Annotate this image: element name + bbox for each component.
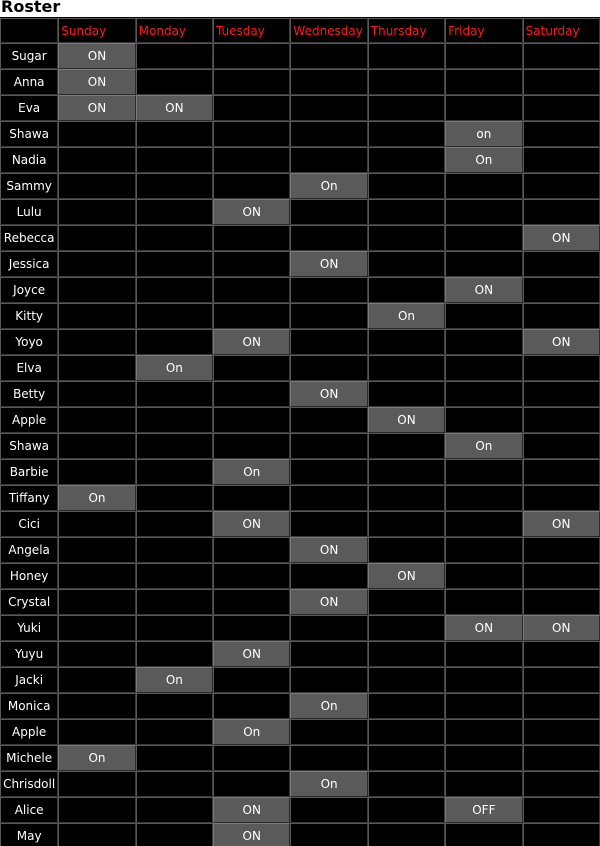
shift-cell-thursday[interactable]: [368, 277, 445, 303]
shift-cell-friday[interactable]: [445, 69, 522, 95]
shift-cell-thursday[interactable]: [368, 459, 445, 485]
shift-cell-saturday[interactable]: [523, 95, 600, 121]
shift-cell-wednesday[interactable]: [290, 199, 367, 225]
roster-row: [0, 381, 600, 407]
roster-row: [0, 407, 600, 433]
shift-cell-saturday[interactable]: [523, 43, 600, 69]
shift-cell-friday[interactable]: [445, 95, 522, 121]
shift-cell-wednesday[interactable]: On: [290, 173, 367, 199]
shift-cell-sunday[interactable]: On: [58, 745, 135, 771]
shift-cell-wednesday[interactable]: [290, 147, 367, 173]
shift-cell-saturday[interactable]: [523, 693, 600, 719]
shift-cell-thursday[interactable]: [368, 667, 445, 693]
shift-cell-wednesday[interactable]: [290, 615, 367, 641]
shift-cell-thursday[interactable]: [368, 641, 445, 667]
shift-cell-wednesday[interactable]: ON: [290, 251, 367, 277]
shift-cell-tuesday[interactable]: [213, 615, 290, 641]
shift-cell-friday[interactable]: [445, 459, 522, 485]
day-header-wednesday: Wednesday: [290, 18, 367, 43]
roster-row: [0, 563, 600, 589]
staff-name: Lulu: [0, 199, 58, 225]
roster-row: [0, 641, 600, 667]
shift-cell-sunday[interactable]: [58, 615, 135, 641]
roster-row: [0, 95, 600, 121]
roster-row: [0, 303, 600, 329]
roster-row: [0, 433, 600, 459]
shift-cell-wednesday[interactable]: [290, 433, 367, 459]
shift-cell-saturday[interactable]: ON: [523, 511, 600, 537]
shift-cell-friday[interactable]: [445, 537, 522, 563]
shift-cell-thursday[interactable]: [368, 433, 445, 459]
shift-cell-saturday[interactable]: [523, 641, 600, 667]
shift-cell-tuesday[interactable]: [213, 303, 290, 329]
staff-name: Joyce: [0, 277, 58, 303]
roster-row: [0, 173, 600, 199]
shift-cell-saturday[interactable]: [523, 433, 600, 459]
shift-cell-monday[interactable]: [136, 563, 213, 589]
shift-cell-friday[interactable]: [445, 771, 522, 797]
staff-name: May: [0, 823, 58, 846]
shift-cell-tuesday[interactable]: ON: [213, 199, 290, 225]
shift-cell-thursday[interactable]: ON: [368, 407, 445, 433]
shift-cell-saturday[interactable]: [523, 147, 600, 173]
shift-cell-sunday[interactable]: ON: [58, 43, 135, 69]
shift-cell-friday[interactable]: ON: [445, 615, 522, 641]
shift-cell-sunday[interactable]: [58, 771, 135, 797]
shift-cell-friday[interactable]: [445, 485, 522, 511]
roster-table: [0, 17, 600, 846]
roster-row: [0, 667, 600, 693]
shift-cell-friday[interactable]: On: [445, 433, 522, 459]
shift-cell-tuesday[interactable]: [213, 43, 290, 69]
roster-row: [0, 719, 600, 745]
shift-cell-friday[interactable]: [445, 407, 522, 433]
shift-cell-saturday[interactable]: [523, 719, 600, 745]
shift-cell-monday[interactable]: [136, 225, 213, 251]
shift-cell-friday[interactable]: [445, 745, 522, 771]
staff-name: Apple: [0, 719, 58, 745]
shift-cell-friday[interactable]: [445, 511, 522, 537]
shift-cell-friday[interactable]: [445, 43, 522, 69]
shift-cell-friday[interactable]: [445, 303, 522, 329]
shift-cell-saturday[interactable]: [523, 485, 600, 511]
shift-cell-friday[interactable]: [445, 693, 522, 719]
shift-cell-friday[interactable]: [445, 719, 522, 745]
staff-name: Sugar: [0, 43, 58, 69]
day-header-sunday: Sunday: [58, 18, 135, 43]
shift-cell-tuesday[interactable]: ON: [213, 511, 290, 537]
shift-cell-thursday[interactable]: [368, 589, 445, 615]
shift-cell-tuesday[interactable]: [213, 121, 290, 147]
shift-cell-saturday[interactable]: [523, 199, 600, 225]
shift-cell-tuesday[interactable]: [213, 667, 290, 693]
shift-cell-monday[interactable]: [136, 381, 213, 407]
shift-cell-tuesday[interactable]: ON: [213, 797, 290, 823]
shift-cell-monday[interactable]: On: [136, 667, 213, 693]
shift-cell-saturday[interactable]: [523, 589, 600, 615]
shift-cell-wednesday[interactable]: [290, 407, 367, 433]
shift-cell-monday[interactable]: [136, 771, 213, 797]
shift-cell-monday[interactable]: [136, 511, 213, 537]
shift-cell-saturday[interactable]: [523, 121, 600, 147]
shift-cell-monday[interactable]: [136, 277, 213, 303]
roster-row: [0, 199, 600, 225]
shift-cell-wednesday[interactable]: [290, 511, 367, 537]
shift-cell-sunday[interactable]: [58, 407, 135, 433]
staff-name: Tiffany: [0, 485, 58, 511]
shift-cell-wednesday[interactable]: [290, 719, 367, 745]
shift-cell-thursday[interactable]: [368, 95, 445, 121]
roster-row: [0, 797, 600, 823]
shift-cell-friday[interactable]: [445, 381, 522, 407]
shift-cell-saturday[interactable]: ON: [523, 329, 600, 355]
shift-cell-saturday[interactable]: [523, 303, 600, 329]
shift-cell-friday[interactable]: [445, 589, 522, 615]
shift-cell-sunday[interactable]: [58, 173, 135, 199]
shift-cell-tuesday[interactable]: [213, 69, 290, 95]
shift-cell-tuesday[interactable]: [213, 745, 290, 771]
roster-row: [0, 615, 600, 641]
shift-cell-wednesday[interactable]: [290, 485, 367, 511]
shift-cell-sunday[interactable]: [58, 355, 135, 381]
shift-cell-thursday[interactable]: [368, 199, 445, 225]
shift-cell-monday[interactable]: On: [136, 355, 213, 381]
staff-name: Betty: [0, 381, 58, 407]
roster-row: [0, 277, 600, 303]
shift-cell-monday[interactable]: [136, 407, 213, 433]
shift-cell-thursday[interactable]: [368, 121, 445, 147]
day-header-thursday: Thursday: [368, 18, 445, 43]
shift-cell-wednesday[interactable]: On: [290, 693, 367, 719]
shift-cell-tuesday[interactable]: [213, 771, 290, 797]
shift-cell-monday[interactable]: [136, 459, 213, 485]
staff-name: Eva: [0, 95, 58, 121]
shift-cell-wednesday[interactable]: [290, 225, 367, 251]
roster-row: [0, 511, 600, 537]
roster-row: [0, 537, 600, 563]
roster-row: [0, 771, 600, 797]
shift-cell-friday[interactable]: [445, 329, 522, 355]
shift-cell-sunday[interactable]: [58, 563, 135, 589]
shift-cell-wednesday[interactable]: [290, 797, 367, 823]
shift-cell-saturday[interactable]: [523, 277, 600, 303]
roster-row: [0, 121, 600, 147]
shift-cell-thursday[interactable]: [368, 485, 445, 511]
corner-cell: [0, 18, 58, 43]
day-header-monday: Monday: [136, 18, 213, 43]
shift-cell-monday[interactable]: [136, 615, 213, 641]
shift-cell-monday[interactable]: [136, 719, 213, 745]
shift-cell-thursday[interactable]: [368, 771, 445, 797]
shift-cell-tuesday[interactable]: ON: [213, 823, 290, 846]
shift-cell-wednesday[interactable]: [290, 43, 367, 69]
shift-cell-monday[interactable]: [136, 537, 213, 563]
roster-row: [0, 69, 600, 95]
shift-cell-sunday[interactable]: [58, 719, 135, 745]
shift-cell-thursday[interactable]: [368, 173, 445, 199]
shift-cell-tuesday[interactable]: [213, 407, 290, 433]
shift-cell-thursday[interactable]: [368, 615, 445, 641]
shift-cell-tuesday[interactable]: [213, 589, 290, 615]
shift-cell-tuesday[interactable]: [213, 147, 290, 173]
shift-cell-sunday[interactable]: [58, 589, 135, 615]
shift-cell-wednesday[interactable]: [290, 69, 367, 95]
day-header-tuesday: Tuesday: [213, 18, 290, 43]
staff-name: Jessica: [0, 251, 58, 277]
shift-cell-tuesday[interactable]: [213, 693, 290, 719]
shift-cell-wednesday[interactable]: ON: [290, 537, 367, 563]
shift-cell-monday[interactable]: [136, 251, 213, 277]
shift-cell-sunday[interactable]: [58, 147, 135, 173]
shift-cell-wednesday[interactable]: [290, 823, 367, 846]
roster-row: [0, 589, 600, 615]
shift-cell-tuesday[interactable]: [213, 95, 290, 121]
shift-cell-saturday[interactable]: [523, 563, 600, 589]
shift-cell-thursday[interactable]: [368, 225, 445, 251]
shift-cell-wednesday[interactable]: [290, 329, 367, 355]
shift-cell-friday[interactable]: [445, 355, 522, 381]
shift-cell-sunday[interactable]: [58, 511, 135, 537]
staff-name: Monica: [0, 693, 58, 719]
shift-cell-tuesday[interactable]: [213, 251, 290, 277]
shift-cell-tuesday[interactable]: [213, 537, 290, 563]
shift-cell-saturday[interactable]: [523, 459, 600, 485]
shift-cell-thursday[interactable]: [368, 537, 445, 563]
roster-row: [0, 251, 600, 277]
shift-cell-saturday[interactable]: ON: [523, 615, 600, 641]
shift-cell-wednesday[interactable]: [290, 563, 367, 589]
staff-name: Barbie: [0, 459, 58, 485]
shift-cell-wednesday[interactable]: [290, 667, 367, 693]
shift-cell-tuesday[interactable]: On: [213, 719, 290, 745]
staff-name: Cici: [0, 511, 58, 537]
day-header-friday: Friday: [445, 18, 522, 43]
shift-cell-wednesday[interactable]: [290, 641, 367, 667]
shift-cell-tuesday[interactable]: [213, 225, 290, 251]
shift-cell-thursday[interactable]: [368, 797, 445, 823]
shift-cell-friday[interactable]: [445, 251, 522, 277]
staff-name: Chrisdoll: [0, 771, 58, 797]
staff-name: Rebecca: [0, 225, 58, 251]
shift-cell-saturday[interactable]: [523, 173, 600, 199]
staff-name: Anna: [0, 69, 58, 95]
shift-cell-tuesday[interactable]: [213, 485, 290, 511]
shift-cell-wednesday[interactable]: ON: [290, 589, 367, 615]
shift-cell-friday[interactable]: ON: [445, 277, 522, 303]
shift-cell-friday[interactable]: [445, 563, 522, 589]
shift-cell-monday[interactable]: [136, 329, 213, 355]
shift-cell-thursday[interactable]: [368, 693, 445, 719]
staff-name: Elva: [0, 355, 58, 381]
shift-cell-wednesday[interactable]: [290, 95, 367, 121]
header-row: [0, 18, 600, 43]
shift-cell-monday[interactable]: [136, 485, 213, 511]
shift-cell-thursday[interactable]: [368, 381, 445, 407]
roster-row: [0, 329, 600, 355]
staff-name: Alice: [0, 797, 58, 823]
roster-row: [0, 745, 600, 771]
shift-cell-sunday[interactable]: [58, 693, 135, 719]
shift-cell-monday[interactable]: ON: [136, 95, 213, 121]
shift-cell-saturday[interactable]: [523, 69, 600, 95]
roster-row: [0, 823, 600, 846]
shift-cell-saturday[interactable]: ON: [523, 225, 600, 251]
staff-name: Crystal: [0, 589, 58, 615]
roster-row: [0, 693, 600, 719]
shift-cell-sunday[interactable]: [58, 537, 135, 563]
staff-name: Honey: [0, 563, 58, 589]
shift-cell-thursday[interactable]: [368, 147, 445, 173]
roster-row: [0, 355, 600, 381]
shift-cell-monday[interactable]: [136, 693, 213, 719]
shift-cell-sunday[interactable]: [58, 823, 135, 846]
roster-body: [0, 43, 600, 846]
shift-cell-saturday[interactable]: [523, 381, 600, 407]
shift-cell-thursday[interactable]: [368, 329, 445, 355]
shift-cell-sunday[interactable]: [58, 381, 135, 407]
shift-cell-saturday[interactable]: [523, 667, 600, 693]
roster-row: [0, 225, 600, 251]
shift-cell-sunday[interactable]: On: [58, 485, 135, 511]
shift-cell-sunday[interactable]: [58, 251, 135, 277]
shift-cell-sunday[interactable]: [58, 121, 135, 147]
roster-row: [0, 459, 600, 485]
shift-cell-monday[interactable]: [136, 121, 213, 147]
page-title: Roster: [1, 0, 61, 16]
shift-cell-friday[interactable]: On: [445, 147, 522, 173]
shift-cell-monday[interactable]: [136, 199, 213, 225]
shift-cell-wednesday[interactable]: [290, 459, 367, 485]
staff-name: Nadia: [0, 147, 58, 173]
shift-cell-saturday[interactable]: [523, 537, 600, 563]
staff-name: Shawa: [0, 433, 58, 459]
shift-cell-thursday[interactable]: [368, 355, 445, 381]
staff-name: Yoyo: [0, 329, 58, 355]
shift-cell-sunday[interactable]: ON: [58, 95, 135, 121]
shift-cell-monday[interactable]: [136, 147, 213, 173]
shift-cell-monday[interactable]: [136, 173, 213, 199]
shift-cell-tuesday[interactable]: [213, 563, 290, 589]
staff-name: Yuki: [0, 615, 58, 641]
day-header-saturday: Saturday: [523, 18, 600, 43]
shift-cell-saturday[interactable]: [523, 745, 600, 771]
shift-cell-sunday[interactable]: [58, 303, 135, 329]
staff-name: Michele: [0, 745, 58, 771]
shift-cell-sunday[interactable]: [58, 225, 135, 251]
shift-cell-friday[interactable]: [445, 225, 522, 251]
shift-cell-wednesday[interactable]: [290, 745, 367, 771]
roster-row: [0, 485, 600, 511]
staff-name: Shawa: [0, 121, 58, 147]
shift-cell-wednesday[interactable]: [290, 303, 367, 329]
shift-cell-sunday[interactable]: [58, 329, 135, 355]
shift-cell-monday[interactable]: [136, 43, 213, 69]
shift-cell-tuesday[interactable]: ON: [213, 641, 290, 667]
shift-cell-friday[interactable]: [445, 173, 522, 199]
shift-cell-thursday[interactable]: [368, 251, 445, 277]
shift-cell-monday[interactable]: [136, 589, 213, 615]
shift-cell-friday[interactable]: [445, 199, 522, 225]
shift-cell-monday[interactable]: [136, 823, 213, 846]
shift-cell-tuesday[interactable]: [213, 173, 290, 199]
shift-cell-sunday[interactable]: ON: [58, 69, 135, 95]
shift-cell-thursday[interactable]: [368, 43, 445, 69]
staff-name: Apple: [0, 407, 58, 433]
shift-cell-sunday[interactable]: [58, 641, 135, 667]
shift-cell-thursday[interactable]: [368, 745, 445, 771]
shift-cell-saturday[interactable]: [523, 407, 600, 433]
shift-cell-monday[interactable]: [136, 433, 213, 459]
shift-cell-friday[interactable]: OFF: [445, 797, 522, 823]
shift-cell-friday[interactable]: [445, 667, 522, 693]
shift-cell-sunday[interactable]: [58, 459, 135, 485]
shift-cell-friday[interactable]: [445, 823, 522, 846]
staff-name: Sammy: [0, 173, 58, 199]
shift-cell-thursday[interactable]: [368, 719, 445, 745]
shift-cell-monday[interactable]: [136, 303, 213, 329]
shift-cell-wednesday[interactable]: On: [290, 771, 367, 797]
staff-name: Yuyu: [0, 641, 58, 667]
shift-cell-thursday[interactable]: [368, 69, 445, 95]
shift-cell-tuesday[interactable]: [213, 277, 290, 303]
roster-row: [0, 147, 600, 173]
shift-cell-tuesday[interactable]: ON: [213, 329, 290, 355]
shift-cell-thursday[interactable]: On: [368, 303, 445, 329]
shift-cell-saturday[interactable]: [523, 797, 600, 823]
shift-cell-wednesday[interactable]: ON: [290, 381, 367, 407]
shift-cell-friday[interactable]: [445, 641, 522, 667]
shift-cell-monday[interactable]: [136, 69, 213, 95]
shift-cell-thursday[interactable]: [368, 823, 445, 846]
staff-name: Jacki: [0, 667, 58, 693]
shift-cell-tuesday[interactable]: On: [213, 459, 290, 485]
shift-cell-sunday[interactable]: [58, 667, 135, 693]
shift-cell-saturday[interactable]: [523, 251, 600, 277]
shift-cell-wednesday[interactable]: [290, 355, 367, 381]
shift-cell-thursday[interactable]: ON: [368, 563, 445, 589]
staff-name: Angela: [0, 537, 58, 563]
shift-cell-saturday[interactable]: [523, 355, 600, 381]
roster-row: [0, 43, 600, 69]
shift-cell-sunday[interactable]: [58, 797, 135, 823]
shift-cell-thursday[interactable]: [368, 511, 445, 537]
shift-cell-sunday[interactable]: [58, 277, 135, 303]
shift-cell-tuesday[interactable]: [213, 433, 290, 459]
shift-cell-saturday[interactable]: [523, 823, 600, 846]
shift-cell-monday[interactable]: [136, 797, 213, 823]
shift-cell-tuesday[interactable]: [213, 355, 290, 381]
shift-cell-sunday[interactable]: [58, 433, 135, 459]
shift-cell-friday[interactable]: on: [445, 121, 522, 147]
shift-cell-wednesday[interactable]: [290, 121, 367, 147]
staff-name: Kitty: [0, 303, 58, 329]
shift-cell-monday[interactable]: [136, 641, 213, 667]
shift-cell-tuesday[interactable]: [213, 381, 290, 407]
shift-cell-monday[interactable]: [136, 745, 213, 771]
shift-cell-sunday[interactable]: [58, 199, 135, 225]
shift-cell-saturday[interactable]: [523, 771, 600, 797]
shift-cell-wednesday[interactable]: [290, 277, 367, 303]
